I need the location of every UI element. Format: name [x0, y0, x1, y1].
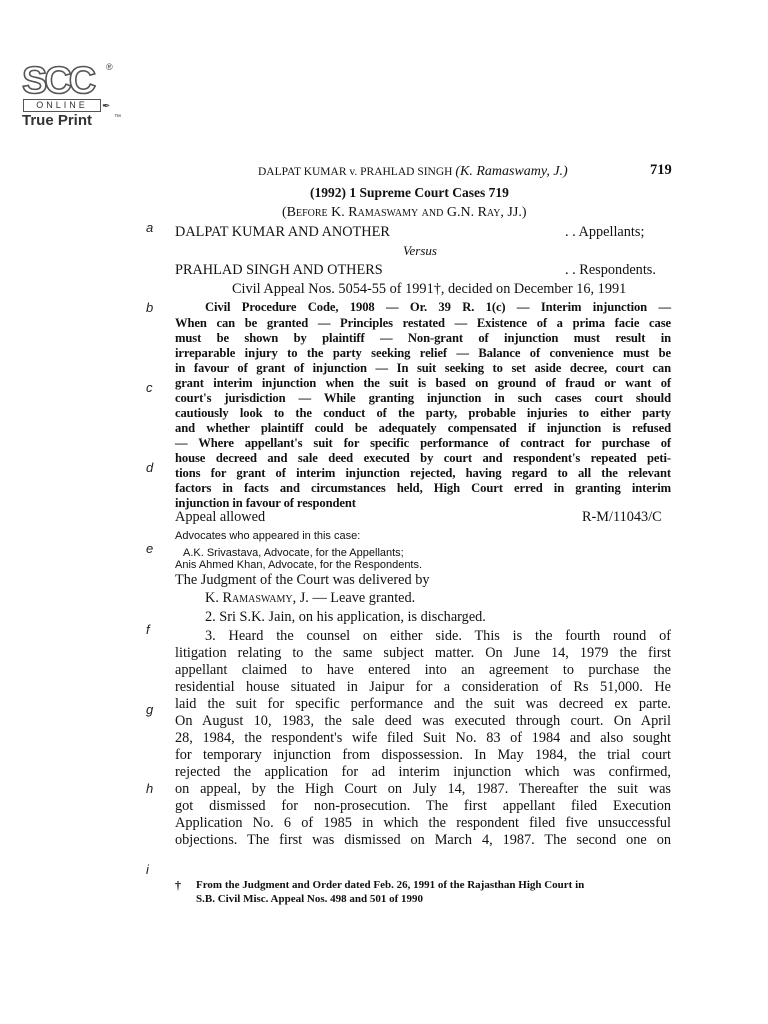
advocate-line: A.K. Srivastava, Advocate, for the Appellants; — [183, 547, 404, 559]
page-number: 719 — [650, 162, 672, 178]
advocate-line: Anis Ahmed Khan, Advocate, for the Respondents. — [175, 559, 423, 571]
appeal-line: Civil Appeal Nos. 5054-55 of 1991†, decided on December 16, 1991 — [232, 281, 627, 297]
margin-letter: c — [146, 380, 153, 395]
logo-online-text: ONLINE — [23, 99, 101, 112]
margin-letter: b — [146, 300, 154, 315]
headnote-line: irreparable injury to the party seeking relief — Balance of convenience must be — [175, 346, 671, 360]
appellant-name: DALPAT KUMAR AND ANOTHER — [175, 224, 390, 240]
footnote-line: S.B. Civil Misc. Appeal Nos. 498 and 501 of 1990 — [196, 893, 424, 905]
para-3-line: residential house situated in Jaipur for a consideration of Rs 51,000. He — [175, 679, 671, 695]
judgment-para-1 — [205, 590, 415, 606]
logo-trademark: ™ — [114, 114, 121, 121]
headnote-line: must be shown by plaintiff — Non-grant of injunction must result in — [175, 331, 671, 345]
headnote-line: injunction in favour of respondent — [175, 496, 356, 510]
headnote-line: house decreed and sale deed executed by court and respondent's repeated peti- — [175, 451, 671, 465]
para-3-line: appellant claimed to have entered into an agreement to purchase the — [175, 662, 671, 678]
margin-letter: a — [146, 220, 154, 235]
logo-registered-mark: ® — [106, 62, 113, 72]
running-header — [258, 164, 568, 180]
headnote-line: When can be granted — Principles restated — Existence of a prima facie case — [175, 316, 671, 330]
para-3-line: rejected the application for ad interim injunction which was confirmed, — [175, 764, 671, 780]
citation: (1992) 1 Supreme Court Cases 719 — [310, 185, 509, 200]
para-3-line: 3. Heard the counsel on either side. This is the fourth round of — [205, 628, 671, 644]
footnote-mark: † — [175, 878, 181, 892]
headnote-line: in favour of grant of injunction — In suit seeking to set aside decree, court can — [175, 361, 671, 375]
headnote-line: grant interim injunction when the suit is based on ground of fraud or want of — [175, 376, 671, 390]
footnote-line: From the Judgment and Order dated Feb. 26, 1991 of the Rajasthan High Court in — [196, 879, 585, 891]
appeal-result: Appeal allowed — [175, 509, 266, 525]
margin-letter: g — [146, 702, 154, 717]
advocates-heading: Advocates who appeared in this case: — [175, 530, 361, 542]
headnote-line: factors in facts and circumstances held, High Court erred in granting interim — [175, 481, 671, 495]
versus: Versus — [403, 243, 437, 258]
headnote-line: cautiously look to the conduct of the party, probable injuries to either party — [175, 406, 671, 420]
judge-name: K. Ramaswamy, J. — [205, 590, 309, 606]
judgment-intro: The Judgment of the Court was delivered by — [175, 572, 430, 588]
para-3-line: for temporary injunction from dispossession. In May 1984, the trial court — [175, 747, 671, 763]
para-3-line: laid the suit for specific performance and the suit was decreed ex parte. — [175, 696, 671, 712]
para-3-line: 28, 1984, the respondent's wife filed Suit No. 83 of 1984 and also sought — [175, 730, 671, 746]
margin-letter: i — [146, 862, 149, 877]
headnote-line: — Where appellant's suit for specific performance of contract for purchase of — [175, 436, 671, 450]
para-3-line: objections. The first was dismissed on March 4, 1987. The second one on — [175, 832, 671, 848]
headnote-line: court's jurisdiction — While granting injunction in such cases court should — [175, 391, 671, 405]
margin-letter: d — [146, 460, 154, 475]
logo-true-print: True Print — [22, 112, 93, 129]
para-3-line: Application No. 6 of 1985 in which the respondent filed five unsuccessful — [175, 815, 671, 831]
margin-letter: h — [146, 781, 154, 796]
running-judge: (K. Ramaswamy, J.) — [455, 164, 568, 179]
case-code: R-M/11043/C — [582, 509, 662, 525]
logo-brand: SCC — [22, 60, 94, 102]
judgment-para-2: 2. Sri S.K. Jain, on his application, is discharged. — [205, 609, 486, 625]
para-3-line: on appeal, by the High Court on July 14, 1987. Thereafter the suit was — [175, 781, 671, 797]
pen-icon: ✒ — [102, 101, 111, 112]
para-1-text: — Leave granted. — [312, 590, 416, 606]
para-3-line: got dismissed for non-prosecution. The first appellant filed Execution — [175, 798, 671, 814]
para-3-line: On August 10, 1983, the sale deed was executed through court. On April — [175, 713, 671, 729]
appellant-role: . . Appellants; — [565, 224, 645, 240]
headnote-line: tions for grant of interim injunction rejected, having regard to all the relevant — [175, 466, 671, 480]
margin-letter: f — [146, 622, 150, 637]
bench: (Before K. Ramaswamy and G.N. Ray, JJ.) — [282, 205, 527, 220]
running-title: DALPAT KUMAR v. PRAHLAD SINGH — [258, 166, 453, 178]
margin-letter: e — [146, 541, 154, 556]
headnote-line: Civil Procedure Code, 1908 — Or. 39 R. 1(c) — Interim injunction — — [205, 300, 671, 314]
respondent-name: PRAHLAD SINGH AND OTHERS — [175, 262, 383, 278]
scc-online-logo — [22, 62, 142, 132]
para-3-line: litigation relating to the same subject matter. On June 14, 1979 the first — [175, 645, 671, 661]
headnote-line: and whether plaintiff could be adequately compensated if injunction is refused — [175, 421, 671, 435]
respondent-role: . . Respondents. — [565, 262, 656, 278]
